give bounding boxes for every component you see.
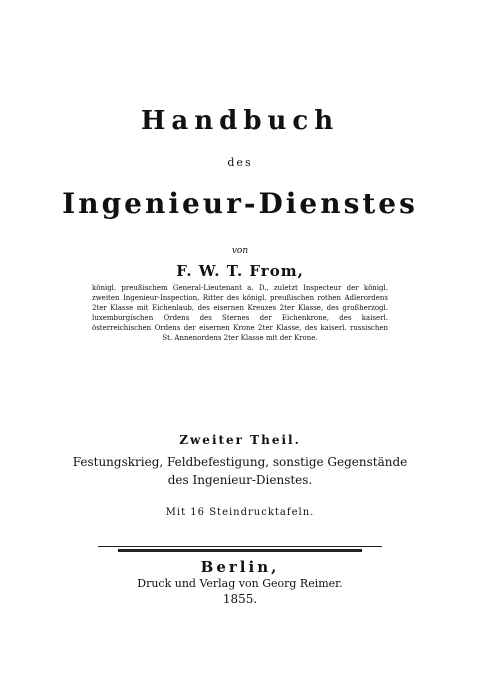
- part-topic-line-2: des Ingenieur-Dienstes.: [167, 473, 313, 487]
- author-name: F. W. T. From,: [176, 262, 304, 280]
- book-subject: Ingenieur-Dienstes: [62, 187, 418, 220]
- author-credentials: königl. preußischem General-Lieutenant a. D., zuletzt Inspecteur der königl. zweiten Ingenieur-Inspection, Ritter des königl. preußischen rothen Adlerordens 2ter Klasse mit Eichenlaub, des eisernen Kreuzes 2ter Klasse, des großherzogl. luxemburgischen Ordens des Sternes der Eichenkrone, des kaiserl. österreichischen Ordens der eisernen Krone 2ter Klasse, des kaiserl. russischen St. Annenordens 2ter Klasse mit der Krone.: [92, 284, 388, 342]
- part-label: Zweiter Theil.: [179, 433, 301, 447]
- imprint-place: Berlin,: [200, 558, 280, 576]
- part-topic-line-1: Festungskrieg, Feldbefestigung, sonstige Gegenstände: [72, 455, 408, 469]
- book-title: Handbuch: [140, 106, 340, 136]
- by-label: von: [231, 246, 249, 256]
- title-article: des: [227, 156, 253, 169]
- divider-thin: [98, 546, 382, 547]
- divider-thick: [118, 549, 362, 552]
- plates-note: Mit 16 Steindrucktafeln.: [165, 507, 315, 518]
- imprint-year: 1855.: [222, 592, 258, 606]
- imprint-publisher: Druck und Verlag von Georg Reimer.: [137, 577, 343, 590]
